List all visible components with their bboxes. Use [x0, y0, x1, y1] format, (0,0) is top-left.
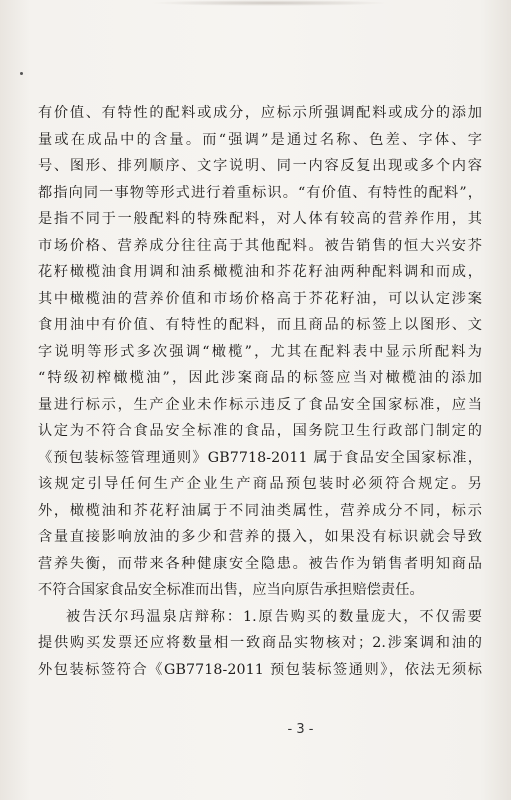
scan-shadow [150, 0, 390, 6]
text-line: 花籽橄榄油食用调和油系橄榄油和芥花籽油两种配料调和而成， [38, 264, 482, 280]
text-line: 字说明等形式多次强调“橄榄”，尤其在配料表中显示所配料为 [38, 343, 482, 360]
text-line: 是指不同于一般配料的特殊配料，对人体有较高的营养作用，其 [38, 211, 482, 227]
text-line: “特级初榨橄榄油”，因此涉案商品的标签应当对橄榄油的添加 [38, 370, 482, 386]
text-line: 食用油中有价值、有特性的配料，而且商品的标签上以图形、文 [38, 317, 482, 333]
body-text [38, 100, 482, 683]
text-line: 提供购买发票还应将数量相一致商品实物核对；2.涉案调和油的 [38, 635, 482, 651]
text-line: 市场价格、营养成分往往高于其他配料。被告销售的恒大兴安芥 [38, 237, 482, 254]
text-line: 外，橄榄油和芥花籽油属于不同油类属性，营养成分不同，标示 [38, 502, 482, 519]
text-line: 其中橄榄油的营养价值和市场价格高于芥花籽油，可以认定涉案 [38, 290, 482, 307]
text-line: 含量直接影响放油的多少和营养的摄入，如果没有标识就会导致 [38, 529, 482, 545]
text-line: 该规定引导任何生产企业生产商品预包装时必须符合规定。另 [38, 476, 482, 492]
page-number: - 3 - [287, 722, 314, 737]
text-line: 被告沃尔玛温泉店辩称：1.原告购买的数量庞大，不仅需要 [66, 608, 482, 625]
text-line: 外包装标签符合《GB7718-2011 预包装标签通则》，依法无须标 [38, 661, 482, 678]
text-line: 量进行标示，生产企业未作标示违反了食品安全国家标准，应当 [38, 396, 482, 413]
text-line: 《预包装标签管理通则》GB7718-2011 属于食品安全国家标准， [38, 449, 482, 466]
text-line: 有价值、有特性的配料或成分，应标示所强调配料或成分的添加 [38, 105, 482, 121]
scan-speck [20, 72, 23, 75]
text-line: 营养失衡，而带来各种健康安全隐患。被告作为销售者明知商品 [38, 555, 482, 572]
text-line: 不符合国家食品安全标准而出售，应当向原告承担赔偿责任。 [38, 582, 424, 598]
text-line: 量或在成品中的含量。而“强调”是通过名称、色差、字体、字 [38, 131, 482, 148]
text-line: 都指向同一事物等形式进行着重标识。“有价值、有特性的配料”， [38, 184, 482, 201]
text-line: 认定为不符合食品安全标准的食品，国务院卫生行政部门制定的 [38, 423, 482, 439]
text-line: 号、图形、排列顺序、文字说明、同一内容反复出现或多个内容 [38, 158, 482, 174]
